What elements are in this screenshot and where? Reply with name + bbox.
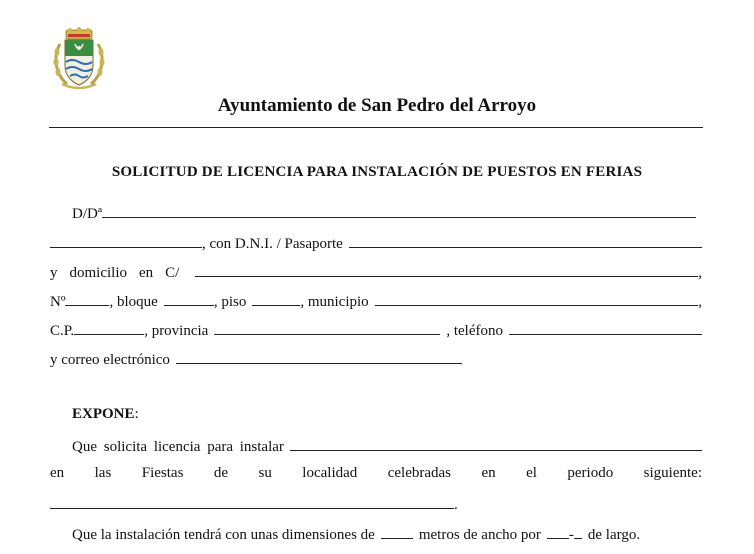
number-row: [50, 291, 702, 311]
dimensions-start: Que la instalación tendrá con unas dimensiones de: [72, 527, 375, 543]
period-word: de: [213, 465, 229, 481]
form-title: SOLICITUD DE LICENCIA PARA INSTALACIÓN DE PUESTOS EN FERIAS: [111, 164, 643, 180]
period-word: localidad: [302, 465, 358, 481]
dimensions-end: de largo.: [587, 527, 641, 543]
period-word: el: [526, 465, 537, 481]
applicant-row: [50, 203, 702, 223]
length-field[interactable]: [547, 524, 569, 539]
organization-title: Ayuntamiento de San Pedro del Arroyo: [217, 95, 537, 116]
expone-heading-row: [50, 406, 702, 423]
period-row: [50, 465, 702, 482]
postal-code-label: C.P.: [50, 323, 75, 339]
header-divider: [49, 127, 703, 128]
period-word: Fiestas: [141, 465, 184, 481]
municipality-comma: ,: [698, 294, 702, 310]
applicant-name-field[interactable]: [102, 203, 696, 218]
dni-row: [50, 233, 702, 253]
floor-label: , piso: [213, 294, 247, 310]
request-row: [50, 436, 702, 456]
dimensions-mid: metros de ancho por: [418, 527, 541, 543]
applicant-label: D/Dª: [72, 206, 102, 222]
dimensions-row: [50, 524, 702, 544]
street-label: C/: [165, 265, 180, 281]
phone-label: , teléfono: [446, 323, 503, 339]
address-word: y: [50, 265, 58, 281]
dimensions-dash: -: [568, 527, 574, 543]
phone-field[interactable]: [509, 320, 702, 335]
period-word: su: [258, 465, 272, 481]
address-row: [50, 262, 702, 282]
width-field[interactable]: [381, 524, 413, 539]
email-field[interactable]: [176, 349, 462, 364]
request-text: Que solicita licencia para instalar: [72, 439, 284, 455]
coat-of-arms-icon: [50, 26, 108, 90]
block-field[interactable]: [164, 291, 214, 306]
province-field[interactable]: [214, 320, 440, 335]
municipality-field[interactable]: [375, 291, 699, 306]
expone-colon: :: [134, 406, 139, 422]
block-label: , bloque: [109, 294, 158, 310]
municipality-label: , municipio: [300, 294, 369, 310]
number-field[interactable]: [65, 291, 109, 306]
expone-heading: EXPONE: [72, 406, 135, 422]
applicant-name-continued-field[interactable]: [50, 233, 202, 248]
address-word: domicilio: [69, 265, 127, 281]
floor-field[interactable]: [252, 291, 300, 306]
email-label: y correo electrónico: [50, 352, 170, 368]
postal-row: [50, 320, 702, 340]
number-label: Nº: [50, 294, 66, 310]
period-blank-row: [50, 494, 702, 514]
province-label: , provincia: [144, 323, 209, 339]
installation-type-field[interactable]: [290, 436, 702, 451]
period-word: siguiente:: [643, 465, 702, 481]
address-word: en: [139, 265, 154, 281]
length-field-suffix[interactable]: [574, 524, 582, 539]
period-word: celebradas: [387, 465, 452, 481]
dni-field[interactable]: [349, 233, 702, 248]
period-word: periodo: [567, 465, 614, 481]
email-row: [50, 349, 702, 369]
period-field[interactable]: [50, 494, 454, 509]
street-field[interactable]: [195, 262, 698, 277]
period-word: en: [50, 465, 65, 481]
period-end: .: [454, 497, 458, 513]
period-word: las: [94, 465, 112, 481]
dni-label: , con D.N.I. / Pasaporte: [202, 236, 343, 252]
period-word: en: [481, 465, 496, 481]
postal-code-field[interactable]: [74, 320, 144, 335]
address-comma: ,: [698, 265, 702, 281]
